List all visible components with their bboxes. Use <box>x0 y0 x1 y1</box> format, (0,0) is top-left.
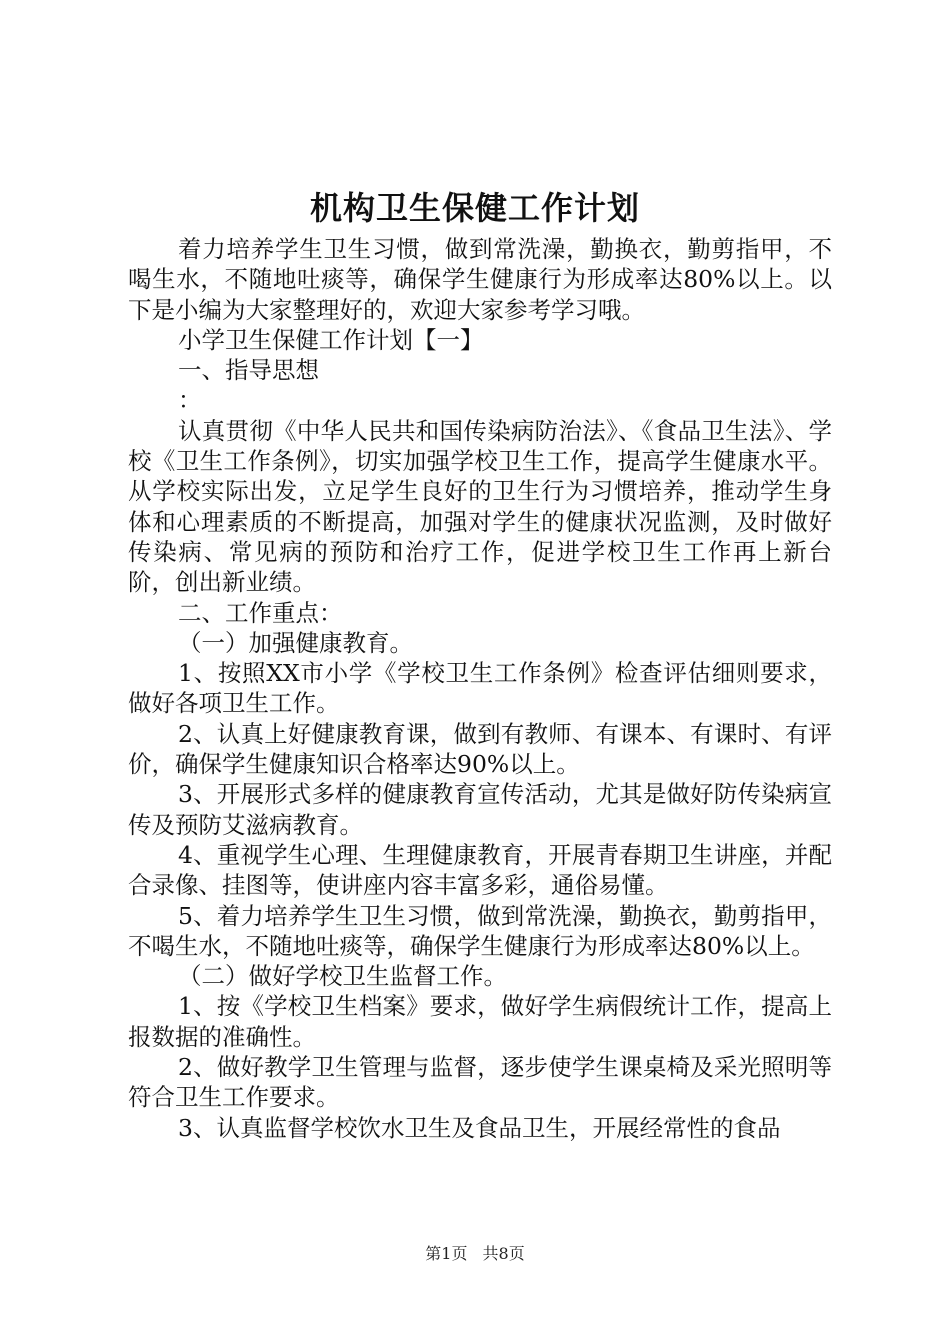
document-body <box>128 234 832 1143</box>
page-title: 机构卫生保健工作计划 <box>309 189 640 227</box>
list-item: 3、开展形式多样的健康教育宣传活动，尤其是做好防传染病宣传及预防艾滋病教育。 <box>128 780 832 839</box>
subsection-heading: 二、工作重点： <box>178 598 343 627</box>
item-heading: （二）做好学校卫生监督工作。 <box>178 962 507 991</box>
colon-line: ： <box>178 386 202 415</box>
list-item: 4、重视学生心理、生理健康教育，开展青春期卫生讲座，并配合录像、挂图等，使讲座内容丰富多彩，通俗易懂。 <box>128 840 832 900</box>
page-number: 第1页 <box>425 1244 468 1263</box>
list-item: 2、认真上好健康教育课，做到有教师、有课本、有课时、有评价，确保学生健康知识合格率达90%以上。 <box>128 719 832 779</box>
subsection-heading: 一、指导思想 <box>178 356 319 385</box>
list-item: 1、按照XX市小学《学校卫生工作条例》检查评估细则要求，做好各项卫生工作。 <box>128 659 832 718</box>
item-heading: （一）加强健康教育。 <box>178 628 413 657</box>
list-item: 3、认真监督学校饮水卫生及食品卫生，开展经常性的食品 <box>178 1113 781 1142</box>
list-item: 2、做好教学卫生管理与监督，逐步使学生课桌椅及采光照明等符合卫生工作要求。 <box>128 1053 832 1112</box>
page-footer <box>0 1243 950 1265</box>
section-heading: 小学卫生保健工作计划【一】 <box>178 325 484 354</box>
list-item: 1、按《学校卫生档案》要求，做好学生病假统计工作，提高上报数据的准确性。 <box>128 992 832 1051</box>
guiding-paragraph: 认真贯彻《中华人民共和国传染病防治法》、《食品卫生法》、学校《卫生工作条例》，切实加强学校卫生工作，提高学生健康水平。从学校实际出发，立足学生良好的卫生行为习惯培养，推动学生身体和心理素质的不断提高，加强对学生的健康状况监测，及时做好传染病、常见病的预防和治疗工作，促进学校卫生工作再上新台阶，创出新业绩。 <box>128 416 832 597</box>
intro-paragraph: 着力培养学生卫生习惯，做到常洗澡，勤换衣，勤剪指甲，不喝生水，不随地吐痰等，确保学生健康行为形成率达80%以上。以下是小编为大家整理好的，欢迎大家参考学习哦。 <box>128 235 832 324</box>
list-item: 5、着力培养学生卫生习惯，做到常洗澡，勤换衣，勤剪指甲，不喝生水，不随地吐痰等，确保学生健康行为形成率达80%以上。 <box>128 901 832 960</box>
page-total: 共8页 <box>482 1244 525 1263</box>
